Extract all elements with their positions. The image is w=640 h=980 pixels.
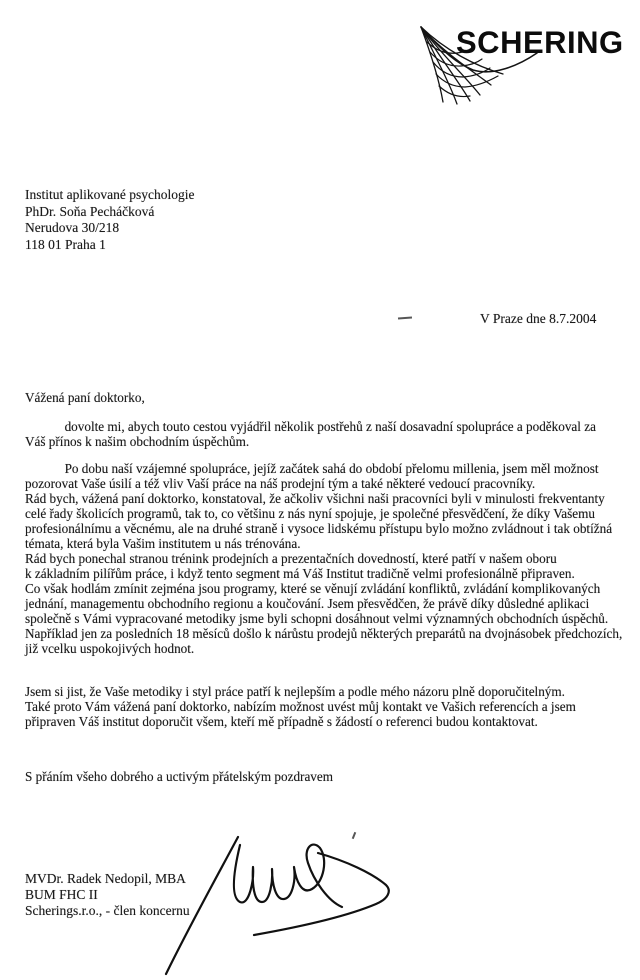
text-line: PhDr. Soňa Pecháčková [25,203,155,219]
scan-artifact-dash [398,317,412,320]
text-line: celé řady školicích programů, tak to, co většinu z nás nyní spojuje, je společné přesvědčení, že díky Vašemu [25,506,595,521]
text-line: Nerudova 30/218 [25,220,120,235]
text-line: již vcelku uspokojivých hodnot. [25,641,195,656]
text-line: Rád bych, vážená paní doktorko, konstatoval, že ačkoliv všichni naši pracovníci byli v minulosti frekventanty [25,491,605,506]
text-line: dovolte mi, abych touto cestou vyjádřil několik postřehů z naší dosavadní spolupráce a poděkoval za [25,419,596,434]
letter-paragraph-2 [25,461,622,656]
signature-scrawl [150,825,410,980]
letter-paragraph-3 [25,684,576,729]
text-line: jednání, managementu obchodního regionu a koučování. Jsem přesvědčen, že právě díky důsledné aplikaci [25,596,590,611]
schering-logo [413,24,638,110]
text-line: Také proto Vám vážená paní doktorko, nabízím možnost uvést můj kontakt ve Vašich referencích a jsem [25,699,576,714]
closing-line: S přáním všeho dobrého a uctivým přátelským pozdravem [25,769,334,784]
date-line: V Praze dne 8.7.2004 [480,311,597,326]
text-line: Scherings.r.o., - člen koncernu [25,903,190,918]
text-line: Po dobu naší vzájemné spolupráce, jejíž začátek sahá do období přelomu millenia, jsem měl možnost [25,461,599,476]
brand-text: SCHERING [456,24,624,61]
letter-paragraph-1 [25,419,596,449]
text-line: Co však hodlám zmínit zejména jsou programy, které se věnují zvládání konfliktů, zvládání komplikovaných [25,581,601,596]
text-line: k základním pilířům práce, i když tento segment má Váš Institut tradičně velmi profesionálně připraven. [25,566,575,581]
text-line: profesionálnímu a věcnému, ale na druhé straně i vysoce lidskému přístupu bylo možno zvládnout i tak obtížná [25,521,613,536]
text-line: témata, která byla Vašim institutem u nás trénována. [25,536,301,551]
text-line: Jsem si jist, že Vaše metodiky i styl práce patří k nejlepším a podle mého názoru plně doporučitelným. [25,684,565,699]
text-line: Například jen za posledních 18 měsíců došlo k nárůstu prodejů některých preparátů na dvojnásobek předchozích, [25,626,623,641]
text-line: BUM FHC II [25,887,98,902]
text-line: pozorovat Vaše úsilí a též vliv Vaší práce na náš prodejní tým a také některé vedoucí pracovníky. [25,476,536,491]
text-line: připraven Váš institut doporučit všem, kteří mě případně s žádostí o referenci budou kontaktovat. [25,714,538,729]
salutation: Vážená paní doktorko, [25,390,145,405]
text-line: Institut aplikované psychologie [25,187,195,202]
text-line: Rád bych ponechal stranou trénink prodejních a prezentačních dovedností, které patří v našem oboru [25,551,557,566]
recipient-address [25,187,194,253]
text-line: 118 01 Praha 1 [25,236,106,252]
text-line: společně s Vámi vypracované metodiky jsme byli schopni dosáhnout velmi významných obchodních úspěchů. [25,611,609,626]
text-line: MVDr. Radek Nedopil, MBA [25,871,186,886]
text-line: Váš přínos k našim obchodním úspěchům. [25,434,250,449]
